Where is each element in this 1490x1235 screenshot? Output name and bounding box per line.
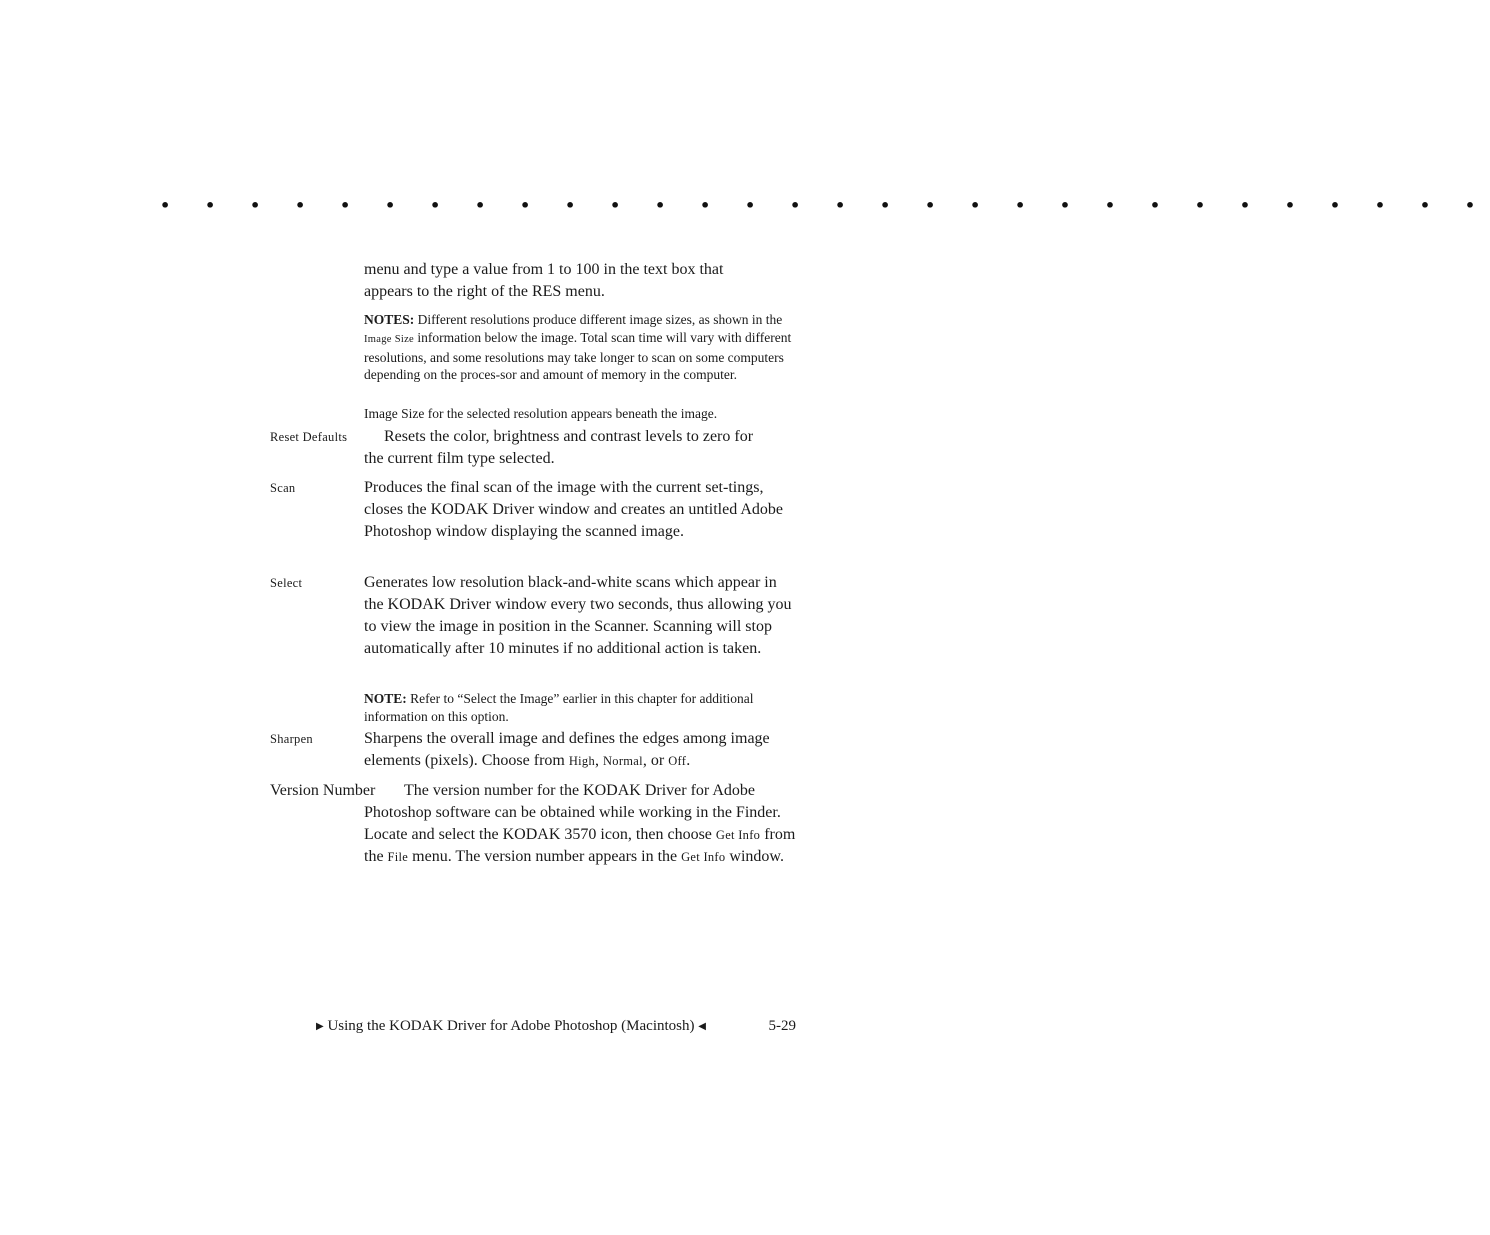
- version-text: [364, 802, 796, 868]
- sharpen-label: Sharpen: [270, 732, 313, 746]
- select-note-label: NOTE:: [364, 691, 407, 706]
- notes-label: NOTES:: [364, 312, 415, 327]
- sharpen-description: [364, 728, 796, 772]
- triangle-left-icon: ◀: [698, 1021, 706, 1032]
- select-label: Select: [270, 576, 303, 590]
- select-text: Generates low resolution black-and-white scans which appear in the KODAK Driver window every two seconds, thus allowing you to view the image in position in the Scanner. Scanning will stop automatically after 10 minutes if no additional action is taken.: [364, 574, 792, 657]
- reset-defaults-term: [270, 426, 347, 448]
- header-dot-rule: • • • • • • • • • • • • • • • • • • • • • • • • • • • • • •: [160, 196, 1490, 215]
- version-text-a: Photoshop software can be obtained while working in the Finder. Locate and select the KODAK 3570 icon, then choose: [364, 804, 781, 843]
- version-text-d: window.: [725, 848, 784, 865]
- sharpen-term: [270, 728, 313, 750]
- version-number-term: Version Number: [270, 782, 376, 799]
- option-high: High: [568, 754, 595, 768]
- option-off: Off: [668, 754, 687, 768]
- scan-text: Produces the final scan of the image with the current set-tings, closes the KODAK Driver window and creates an untitled Adobe Photoshop window displaying the scanned image.: [364, 479, 783, 540]
- version-line-1: The version number for the KODAK Driver for Adobe: [404, 782, 756, 799]
- select-description: [364, 572, 796, 660]
- sharpen-text: [364, 728, 796, 772]
- notes-text-a: Different resolutions produce different image sizes, as shown in the: [414, 312, 783, 327]
- scan-term: [270, 477, 295, 499]
- version-line1-block: [404, 780, 796, 802]
- select-term: [270, 572, 302, 594]
- reset-defaults-line2-block: [364, 448, 796, 470]
- select-note: [364, 690, 796, 726]
- sharpen-sep-2: , or: [642, 752, 669, 769]
- sharpen-end: .: [686, 752, 691, 769]
- image-size-note: [364, 405, 796, 423]
- page-footer: [316, 1015, 796, 1038]
- notes-text-b: information below the image. Total scan time will vary with different resolutions, and some resolutions may take longer to scan on some computers depending on the proces-sor and amount of memory in the computer.: [364, 329, 792, 383]
- page-number: 5-29: [768, 1018, 796, 1034]
- res-notes: [364, 311, 796, 384]
- notes-paragraph: [364, 311, 796, 384]
- res-continuation: [364, 259, 796, 303]
- res-line-2: appears to the right of the RES menu.: [364, 283, 605, 300]
- notes-image-size: Image Size: [364, 333, 415, 345]
- scan-label: Scan: [270, 481, 296, 495]
- version-text-c: menu. The version number appears in the: [408, 848, 682, 865]
- reset-defaults-line-2: the current film type selected.: [364, 450, 555, 467]
- option-normal: Normal: [602, 754, 643, 768]
- res-line-1: menu and type a value from 1 to 100 in the text box that: [364, 261, 724, 278]
- reset-defaults-line1-block: [384, 426, 796, 448]
- sharpen-sep-1: ,: [594, 752, 603, 769]
- version-text-b: from the: [364, 826, 796, 865]
- image-size-line: Image Size for the selected resolution appears beneath the image.: [364, 406, 718, 421]
- get-info-command-2: Get Info: [681, 850, 726, 864]
- select-note-text: Refer to “Select the Image” earlier in this chapter for additional information on this option.: [364, 691, 754, 724]
- file-menu: File: [387, 850, 409, 864]
- get-info-command-1: Get Info: [715, 828, 761, 842]
- version-description: [364, 802, 796, 868]
- footer-title: Using the KODAK Driver for Adobe Photoshop (Macintosh): [327, 1018, 695, 1034]
- reset-defaults-label: Reset Defaults: [270, 430, 348, 444]
- select-note-paragraph: [364, 690, 796, 726]
- scan-description: [364, 477, 796, 543]
- sharpen-text-a: Sharpens the overall image and defines the edges among image elements (pixels). Choose from: [364, 730, 770, 769]
- reset-defaults-line-1: Resets the color, brightness and contrast levels to zero for: [384, 428, 754, 445]
- triangle-right-icon: ▶: [316, 1021, 324, 1032]
